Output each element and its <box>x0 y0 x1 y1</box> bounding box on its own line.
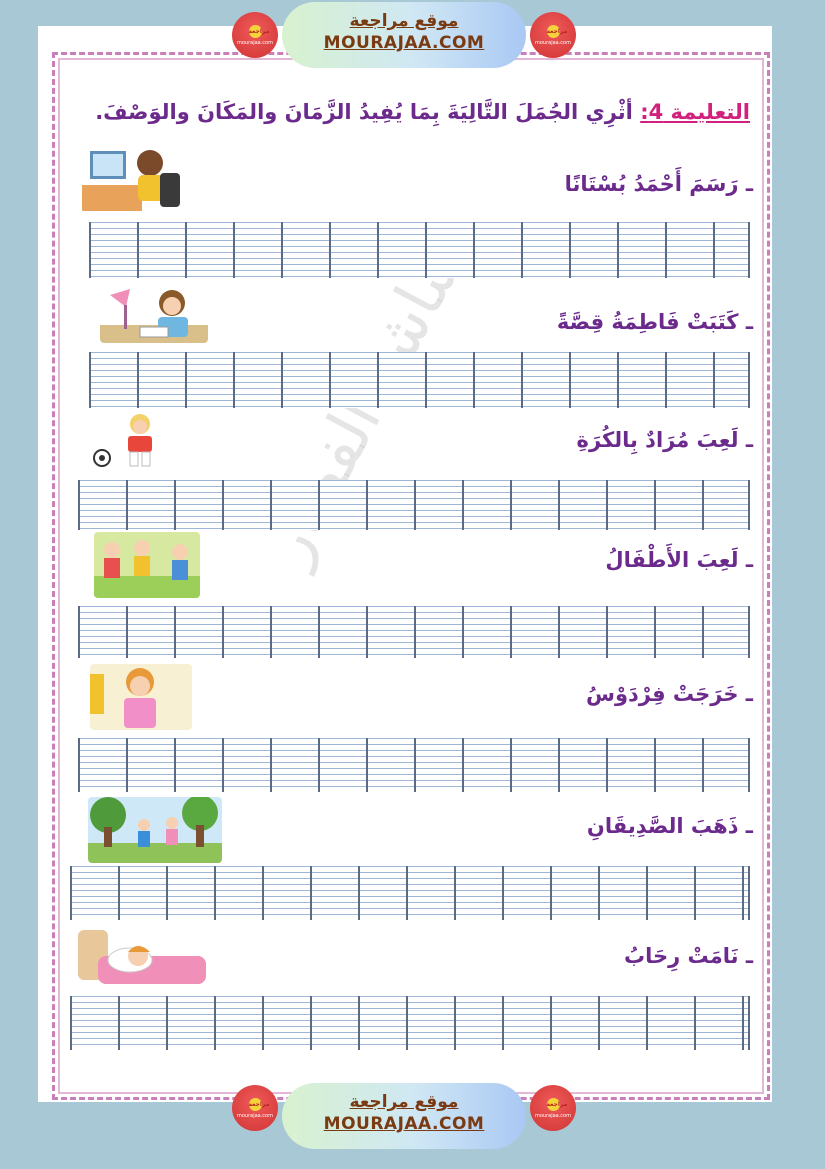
boy-at-computer-icon <box>82 145 184 213</box>
site-logo-icon <box>232 1085 278 1131</box>
logo-text: mourajaa.com <box>534 1112 571 1119</box>
logo-badge: مراجعة <box>547 25 560 38</box>
site-logo-icon <box>530 12 576 58</box>
footer-site-english: MOURAJAA.COM <box>323 1114 485 1134</box>
header-banner[interactable] <box>282 2 526 68</box>
sentence-2: ـ كَتَبَتْ فَاطِمَةُ قِصَّةً <box>556 310 753 334</box>
instruction-text: أثْرِي الجُمَلَ التَّالِيَةَ بِمَا يُفِيدُ الزَّمَانَ والمَكَانَ والوَصْفَ. <box>95 100 633 124</box>
writing-lines-6[interactable] <box>70 866 750 920</box>
header-site-arabic: موقع مراجعة <box>349 11 459 31</box>
footer-site-arabic: موقع مراجعة <box>349 1092 459 1112</box>
sentence-4: ـ لَعِبَ الأَطْفَالُ <box>605 548 753 572</box>
instruction-label: التعليمة 4: <box>640 100 750 124</box>
two-friends-in-park-icon <box>88 797 222 863</box>
boy-playing-ball-icon <box>90 412 188 470</box>
footer-banner[interactable] <box>282 1083 526 1149</box>
sentence-7: ـ نَامَتْ رِحَابُ <box>623 944 753 968</box>
writing-lines-2[interactable] <box>89 352 750 408</box>
writing-lines-1[interactable] <box>89 222 750 278</box>
site-logo-icon <box>232 12 278 58</box>
writing-lines-7[interactable] <box>70 996 750 1050</box>
girl-sleeping-icon <box>78 926 210 988</box>
logo-text: mourajaa.com <box>236 1112 273 1119</box>
logo-badge: مراجعة <box>547 1098 560 1111</box>
sentence-1: ـ رَسَمَ أَحْمَدُ بُسْتَانًا <box>564 172 753 196</box>
sentence-6: ـ ذَهَبَ الصَّدِيقَانِ <box>586 814 753 838</box>
girl-going-out-icon <box>90 664 192 730</box>
site-logo-icon <box>530 1085 576 1131</box>
logo-text: mourajaa.com <box>236 39 273 46</box>
instruction-title <box>95 100 750 140</box>
logo-badge: مراجعة <box>249 25 262 38</box>
writing-lines-4[interactable] <box>78 606 750 658</box>
girl-writing-icon <box>100 285 208 343</box>
children-playing-icon <box>94 532 200 598</box>
header-site-english: MOURAJAA.COM <box>323 33 485 53</box>
sentence-5: ـ خَرَجَتْ فِرْدَوْسُ <box>586 682 753 706</box>
sentence-3: ـ لَعِبَ مُرَادٌ بِالكُرَةِ <box>576 428 753 452</box>
logo-badge: مراجعة <box>249 1098 262 1111</box>
writing-lines-3[interactable] <box>78 480 750 530</box>
writing-lines-5[interactable] <box>78 738 750 792</box>
logo-text: mourajaa.com <box>534 39 571 46</box>
